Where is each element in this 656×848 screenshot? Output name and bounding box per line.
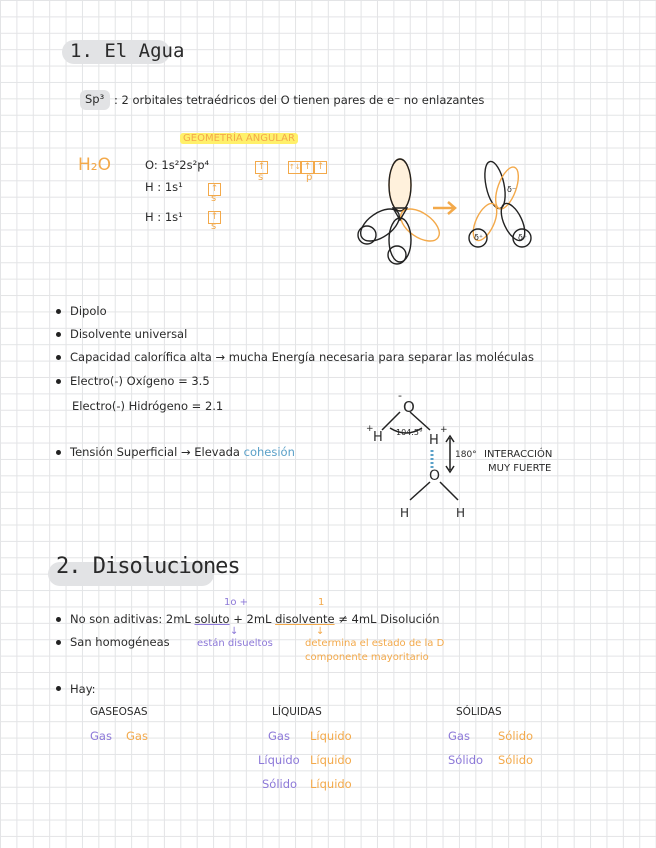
h2o-formula: H₂O (78, 155, 111, 175)
arrow-icon (433, 202, 455, 214)
no-aditivas-result: 4mL Disolución (351, 612, 440, 626)
orbital-box-pair: ↑↓ (288, 161, 301, 174)
solidas-row2-solvent: Sólido (498, 753, 534, 767)
bullet-tension (70, 445, 295, 459)
tension-word: cohesión (243, 445, 295, 459)
liquidas-row1-solvent: Líquido (310, 729, 352, 743)
config-oxygen: O: 1s²2s²p⁴ (145, 158, 210, 172)
column-header-gaseosas: GASEOSAS (90, 706, 148, 718)
annotation-disolvente-sub1: determina el estado de la D (305, 638, 445, 649)
delta-minus-label: δ⁻ (507, 185, 517, 194)
bullet-hay: Hay: (70, 682, 96, 696)
molecule-hydrogen-bl: H (400, 506, 410, 520)
oxygen-p-label: p (306, 172, 313, 183)
delta-plus-right-label: δ⁺ (518, 233, 528, 242)
no-aditivas-qty1: 2mL (165, 612, 191, 626)
annotation-soluto: 1o + (224, 597, 249, 608)
hydrogen-1-s-label: s (211, 193, 217, 204)
delta-plus-left-label: δ⁺ (474, 233, 484, 242)
molecule-bond-angle: 180° (455, 450, 477, 460)
interaction-line2: MUY FUERTE (488, 463, 552, 474)
molecule-oxygen-bottom: O (429, 468, 441, 484)
liquidas-row3-solvent: Líquido (310, 777, 352, 791)
section1-title: 1. El Agua (70, 40, 185, 62)
orbital-box-arrow: ↑ (208, 183, 221, 196)
tension-label: Tensión Superficial → Elevada (70, 445, 240, 459)
annotation-soluto-sub: están disueltos (197, 638, 273, 649)
sp3-text: : 2 orbitales tetraédricos del O tienen pares de e⁻ no enlazantes (114, 93, 485, 107)
gaseosas-row-solute: Gas (90, 729, 112, 743)
molecule-minus: - (398, 389, 402, 402)
bullet-dot (56, 617, 61, 622)
bullet-dot (56, 640, 61, 645)
molecule-plus-left: + (366, 424, 374, 434)
no-aditivas-neq: ≠ (338, 612, 348, 626)
solidas-row1-solvent: Sólido (498, 729, 534, 743)
oxygen-s-label: s (258, 172, 264, 183)
no-aditivas-disolvente: disolvente (275, 612, 335, 626)
bullet-dipolo: Dipolo (70, 304, 107, 318)
no-aditivas-soluto: soluto (194, 612, 230, 626)
bullet-dot (56, 309, 61, 314)
orbital-box-arrow: ↑ (314, 161, 327, 174)
solidas-row1-solute: Gas (448, 729, 470, 743)
molecule-hydrogen-left: H (373, 430, 383, 445)
molecule-plus-right: + (440, 425, 448, 435)
no-aditivas-plus: + (233, 612, 243, 626)
hydrogen-bond-diagram (360, 390, 470, 520)
bullet-no-aditivas (70, 612, 440, 626)
column-header-solidas: SÓLIDAS (456, 706, 502, 718)
hydrogen-2-s-label: s (211, 221, 217, 232)
section2-title: 2. Disoluciones (56, 554, 240, 579)
bullet-dot (56, 379, 61, 384)
sp3-label: Sp³ (85, 92, 105, 106)
molecule-oxygen-top: O (403, 398, 415, 416)
electro-hydrogen: Electro(-) Hidrógeno = 2.1 (72, 399, 224, 413)
annotation-disolvente: 1 (318, 597, 325, 608)
bullet-capacidad: Capacidad calorífica alta → mucha Energía necesaria para separar las moléculas (70, 350, 534, 364)
orbital-diagram (345, 150, 545, 275)
config-hydrogen-1: H : 1s¹ (145, 180, 183, 194)
no-aditivas-prefix: No son aditivas: (70, 612, 163, 626)
liquidas-row1-solute: Gas (268, 729, 290, 743)
column-header-liquidas: LÍQUIDAS (272, 706, 322, 718)
liquidas-row2-solute: Líquido (258, 753, 300, 767)
geometry-label: GEOMETRÍA ANGULAR (180, 133, 298, 144)
liquidas-row3-solute: Sólido (262, 777, 298, 791)
bullet-dot (56, 450, 61, 455)
annotation-disolvente-sub2: componente mayoritario (305, 652, 429, 663)
gaseosas-row-solvent: Gas (126, 729, 148, 743)
no-aditivas-qty2: 2mL (246, 612, 272, 626)
molecule-angle: 104.5° (396, 428, 423, 437)
sp3-orbital-left (355, 159, 445, 264)
orbital-box-arrow: ↑ (301, 161, 314, 174)
orbital-box-arrow: ↑ (208, 211, 221, 224)
bullet-disolvente: Disolvente universal (70, 327, 188, 341)
interaction-line1: INTERACCIÓN (484, 449, 553, 460)
solidas-row2-solute: Sólido (448, 753, 484, 767)
annotation-soluto-arrow: ↓ (230, 626, 239, 637)
molecule-hydrogen-right: H (429, 433, 439, 448)
bullet-dot (56, 355, 61, 360)
molecule-hydrogen-br: H (456, 506, 466, 520)
annotation-disolvente-arrow: ↓ (316, 626, 325, 637)
config-hydrogen-2: H : 1s¹ (145, 210, 183, 224)
bullet-homogeneas: San homogéneas (70, 635, 170, 649)
bullet-dot (56, 332, 61, 337)
bullet-dot (56, 686, 61, 691)
bullet-electro-o: Electro(-) Oxígeno = 3.5 (70, 374, 210, 388)
orbital-box-arrow: ↑ (255, 161, 268, 174)
liquidas-row2-solvent: Líquido (310, 753, 352, 767)
